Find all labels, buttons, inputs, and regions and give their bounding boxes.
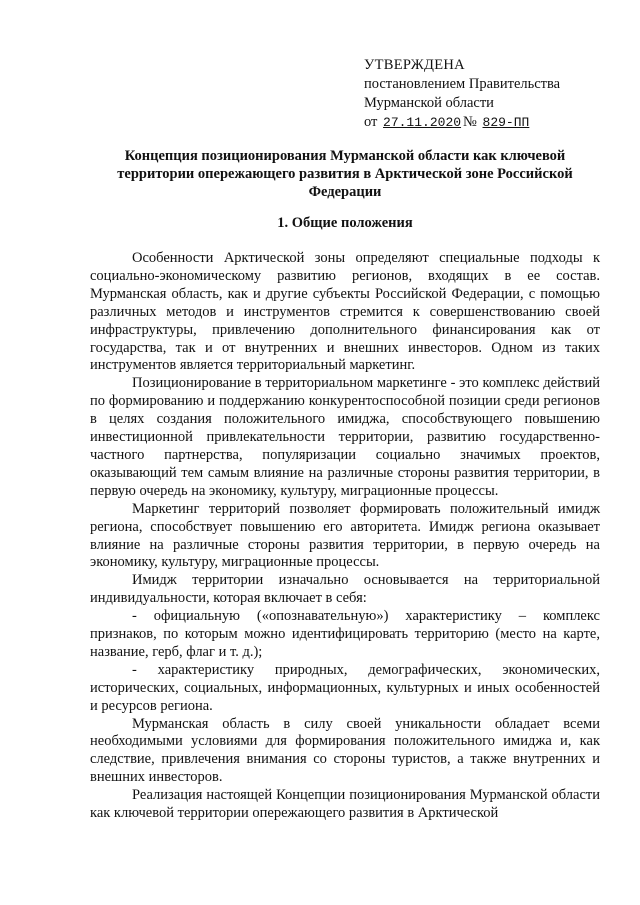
paragraph: Особенности Арктической зоны определяют специальные подходы к социально-экономическому развитию регионов, входящих в ее состав. Мурманская область, как и другие субъекты Российской Федерации, с помощью различных методов и инструментов стремится к совершенствованию своей инфраструктуры, привлечению дополнительного финансирования как от государства, так и от внутренних и внешних инвесторов. Одном из таких инструментов является территориальный маркетинг.: [90, 250, 600, 374]
section-title: 1. Общие положения: [277, 215, 413, 231]
approval-date: 27.11.2020: [383, 115, 462, 130]
paragraph: Маркетинг территорий позволяет формировать положительный имидж региона, способствует повышению его авторитета. Имидж региона оказывает влияние на различные стороны развития территории, в первую очередь на экономику, культуру, миграционные процессы.: [90, 500, 600, 571]
approval-title: УТВЕРЖДЕНА: [364, 57, 465, 73]
approval-line-2: Мурманской области: [364, 95, 494, 111]
approval-date-line: [364, 113, 560, 132]
paragraph: Позиционирование в территориальном маркетинге - это комплекс действий по формированию и поддержанию конкурентоспособной позиции среди регионов в целях создания положительного имиджа, способствующего повышению инвестиционной привлекательности территории, развитию государственно-частного партнерства, популяризации социально значимых проектов, оказывающий тем самым влияние на различные стороны развития территории, в первую очередь на экономику, культуру, миграционные процессы.: [90, 375, 600, 499]
document-body: [90, 250, 600, 823]
list-item: - официальную («опознавательную») характеристику – комплекс признаков, по которым можно идентифицировать территорию (место на карте, название, герб, флаг и т. д.);: [90, 608, 600, 660]
paragraph: Реализация настоящей Концепции позиционирования Мурманской области как ключевой территории опережающего развития в Арктической: [90, 787, 600, 822]
document-title: Концепция позиционирования Мурманской области как ключевой территории опережающего развития в Арктической зоне Российской Федерации: [117, 148, 573, 200]
approval-stamp: [364, 56, 560, 132]
list-item: - характеристику природных, демографических, экономических, исторических, социальных, информационных, культурных и иных особенностей и ресурсов региона.: [90, 661, 600, 714]
approval-line-1: постановлением Правительства: [364, 76, 561, 92]
approval-number-sign: №: [463, 114, 477, 130]
approval-number: 829-ПП: [482, 115, 530, 130]
approval-prefix: от: [364, 114, 378, 130]
paragraph: Имидж территории изначально основывается на территориальной индивидуальности, которая включает в себя:: [90, 572, 600, 607]
paragraph: Мурманская область в силу своей уникальности обладает всеми необходимыми условиями для формирования положительного имиджа и, как следствие, привлечения внимания со стороны туристов, а также внутренних и внешних инвесторов.: [90, 715, 600, 786]
